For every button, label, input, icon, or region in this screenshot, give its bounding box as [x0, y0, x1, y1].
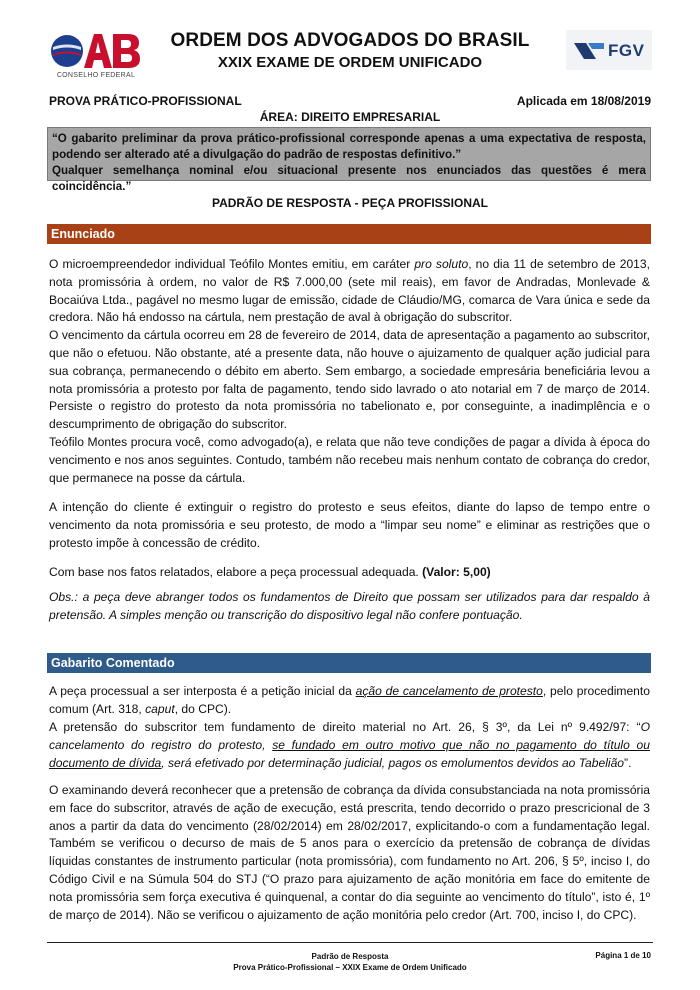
enunciado-paragraph-3: Teófilo Montes procura você, como advogado(a), e relata que não teve condições de pagar a dívida à época do vencimento e nos anos seguintes. Contudo, também não recebeu mais nenhum contato de cobrança do credor, que permanece na posse da cártula. [49, 434, 650, 485]
oab-logo [50, 30, 142, 82]
footer-divider [47, 942, 653, 943]
document-header-title [150, 30, 550, 74]
gabarito-paragraph-1: A peça processual a ser interposta é a petição inicial da ação de cancelamento de protesto, pelo procedimento comum (Art. 318, caput, do CPC). [49, 684, 650, 716]
footer-line-2: Prova Prático-Profissional – XXIX Exame de Ordem Unificado [233, 963, 467, 972]
gabarito-heading: Gabarito Comentado [47, 653, 651, 673]
notice-line-1: “O gabarito preliminar da prova prático-profissional corresponde apenas a uma expectativa de resposta, podendo ser alterado até a divulgação do padrão de respostas definitivo.” [52, 132, 646, 161]
applied-date: Aplicada em 18/08/2019 [516, 94, 651, 108]
oab-emblem-icon [50, 30, 142, 72]
enunciado-value: (Valor: 5,00) [422, 565, 491, 579]
gabarito-paragraph-3: O examinando deverá reconhecer que a pretensão de cobrança da dívida consubstanciada na nota promissória em face do subscritor, através de ação de execução, está prescrita, tendo decorrido o prazo prescricional de 3 anos a partir da data do vencimento (28/02/2014) em 28/02/2017, explicitando-o com a fundamentação legal. Também se verificou o decurso de mais de 5 anos para o exercício da pretensão de cobrança de dívidas líquidas constantes de instrumento particular (nota promissória), com fundamento no Art. 206, § 5º, inciso I, do Código Civil e na Súmula 504 do STJ (“O prazo para ajuizamento de ação monitória em face do emitente de nota promissória sem força executiva é quinquenal, a contar do dia seguinte ao vencimento do título”, isto é, 1º de março de 2014). Não se verificou o ajuizamento de ação monitória pelo credor (Art. 700, inciso I, do CPC). [49, 783, 650, 922]
oab-logo-subtitle: CONSELHO FEDERAL [56, 72, 136, 79]
enunciado-paragraph-4: A intenção do cliente é extinguir o registro do protesto e seus efeitos, diante do lapso de tempo entre o vencimento da nota promissória e seu protesto, de modo a “limpar seu nome” e eliminar as restrições que o protesto impõe à concessão de crédito. [49, 500, 650, 550]
enunciado-paragraph-5: Com base nos fatos relatados, elabore a peça processual adequada. (Valor: 5,00) [49, 565, 491, 579]
fgv-logo-text: FGV [608, 41, 645, 60]
page-number: Página 1 de 10 [595, 951, 651, 960]
footer-line-1: Padrão de Resposta [311, 952, 389, 961]
notice-line-2: Qualquer semelhança nominal e/ou situacional presente nos enunciados das questões é mera coincidência.” [52, 164, 646, 193]
exam-area: ÁREA: DIREITO EMPRESARIAL [259, 110, 441, 124]
gabarito-paragraph-2: A pretensão do subscritor tem fundamento de direito material no Art. 26, § 3º, da Lei nº 9.492/97: “O cancelamento do registro do protesto, se fundado em outro motivo que não no pagamento do título ou documento de dívida, será efetivado por determinação judicial, pagos os emolumentos devidos ao Tabelião”. [49, 720, 650, 770]
exam-title: XXIX EXAME DE ORDEM UNIFICADO [217, 54, 483, 71]
enunciado-paragraph-2: O vencimento da cártula ocorreu em 28 de fevereiro de 2014, data de apresentação a pagamento ao subscritor, que não o efetuou. Não obstante, até a presente data, não houve o ajuizamento de qualquer ação judicial para sua cobrança, permanecendo o débito em aberto. Sem embargo, a sociedade empresária beneficiária levou a nota promissória a protesto por falta de pagamento, tendo sido lavrado o ato notarial em 7 de março de 2014. Persiste o registro do protesto da nota promissória no tabelionato e, por conseguinte, a inadimplência e o descumprimento de obrigação do subscritor. [49, 328, 650, 432]
fgv-mark-icon [574, 41, 604, 61]
enunciado-heading: Enunciado [47, 224, 651, 244]
notice-box [47, 127, 651, 193]
enunciado-body [49, 256, 650, 487]
fgv-logo [566, 30, 652, 70]
institution-title: ORDEM DOS ADVOGADOS DO BRASIL [170, 30, 530, 51]
exam-type: PROVA PRÁTICO-PROFISSIONAL [49, 94, 242, 108]
enunciado-paragraph-1: O microempreendedor individual Teófilo Montes emitiu, em caráter pro soluto, no dia 11 de setembro de 2013, nota promissória à ordem, no valor de R$ 7.000,00 (sete mil reais), em favor de Andradas, Monlevade & Bocaiúva Ltda., pagável no mesmo lugar de emissão, cidade de Cláudio/MG, comarca de Vara única e sede da credora. Não há endosso na cártula, nem prestação de aval à obrigação do subscritor. [49, 257, 650, 325]
section-title: PADRÃO DE RESPOSTA - PEÇA PROFISSIONAL [211, 196, 489, 210]
enunciado-obs: Obs.: a peça deve abranger todos os fundamentos de Direito que possam ser utilizados para dar respaldo à pretensão. A simples menção ou transcrição do dispositivo legal não confere pontuação. [49, 590, 650, 622]
